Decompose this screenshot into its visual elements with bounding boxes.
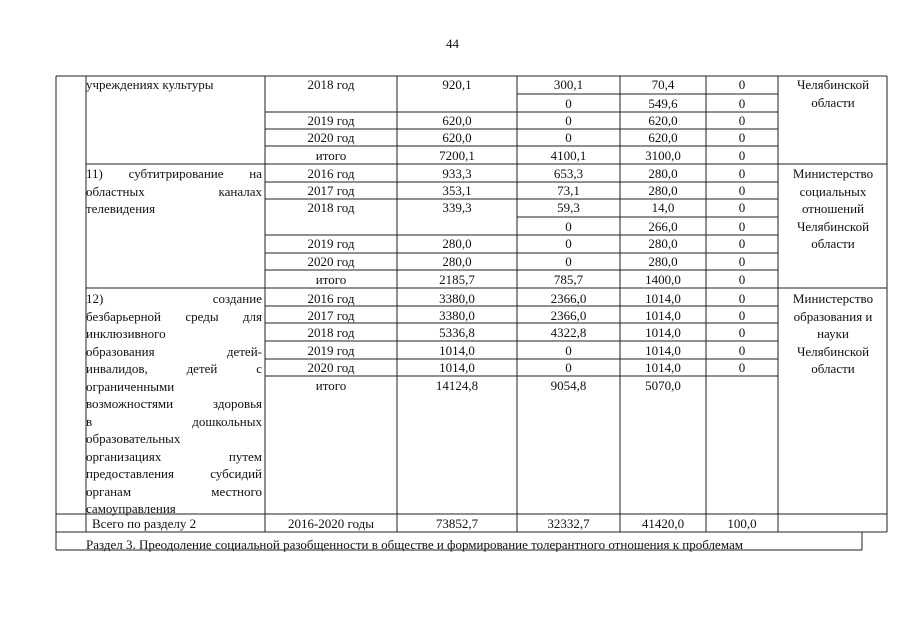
row-3-year: 2020 год (307, 130, 355, 145)
row-13-c3: 0 (738, 308, 746, 323)
row-14-c2: 1014,0 (645, 325, 681, 340)
row-13-total: 3380,0 (439, 308, 475, 323)
row-2-c2: 620,0 (648, 113, 678, 128)
row-5-c2: 280,0 (648, 166, 678, 181)
row-7-total: 339,3 (442, 200, 472, 215)
row-9-total: 280,0 (442, 236, 472, 251)
row-17-total: 14124,8 (435, 378, 479, 393)
row-6-c3: 0 (738, 183, 746, 198)
group3-executor: Министерство образования и науки Челябинской области (792, 291, 874, 376)
row-13-c1: 2366,0 (550, 308, 587, 323)
row-15-c1: 0 (565, 343, 572, 358)
row-14-c1: 4322,8 (550, 325, 587, 340)
row-11-c3: 0 (738, 272, 746, 287)
row-15-year: 2019 год (307, 343, 355, 358)
row-15-total: 1014,0 (439, 343, 475, 358)
row-0-c1: 300,1 (553, 77, 584, 92)
row-16-c3: 0 (738, 360, 746, 375)
row-10-total: 280,0 (442, 254, 472, 269)
row-4-year: итого (315, 148, 347, 163)
row-3-c2: 620,0 (648, 130, 678, 145)
row-8-c3: 0 (738, 219, 746, 234)
row-9-c2: 280,0 (648, 236, 678, 251)
row-0-c2: 70,4 (651, 77, 675, 92)
row-10-c3: 0 (738, 254, 746, 269)
row-3-c1: 0 (565, 130, 572, 145)
row-2-c3: 0 (738, 113, 746, 128)
row-11-total: 2185,7 (439, 272, 475, 287)
row-13-c2: 1014,0 (645, 308, 681, 323)
group1-executor: Челябинской области (796, 77, 870, 110)
total-row-col1: 32332,7 (547, 516, 590, 531)
row-9-c3: 0 (738, 236, 746, 251)
row-4-c3: 0 (738, 148, 746, 163)
row-5-c3: 0 (738, 166, 746, 181)
row-15-c2: 1014,0 (645, 343, 681, 358)
group3-description: 12) создание безбарьерной среды для инклюзивного образования детей- инвалидов, детей с ограниченными возможностями здоровья в дошкольных образовательных организациях путем предоставления субсидий органам местного самоуправления (86, 291, 262, 516)
row-4-c1: 4100,1 (550, 148, 587, 163)
section-3-title: Раздел 3. Преодоление социальной разобщенности в обществе и формирование толерантного отношения к проблемам (86, 537, 743, 552)
row-17-year: итого (315, 378, 347, 393)
row-12-c1: 2366,0 (550, 291, 587, 306)
row-7-c1: 59,3 (557, 200, 580, 215)
row-16-c1: 0 (565, 360, 572, 375)
row-12-c3: 0 (738, 291, 746, 306)
row-14-year: 2018 год (307, 325, 355, 340)
row-11-c2: 1400,0 (645, 272, 681, 287)
row-2-total: 620,0 (442, 113, 472, 128)
row-6-year: 2017 год (307, 183, 355, 198)
total-row-period: 2016-2020 годы (287, 516, 375, 531)
row-3-total: 620,0 (442, 130, 472, 145)
row-7-c2: 14,0 (651, 200, 675, 215)
row-8-c1: 0 (565, 219, 572, 234)
row-9-c1: 0 (565, 236, 572, 251)
row-14-total: 5336,8 (439, 325, 475, 340)
row-4-total: 7200,1 (439, 148, 475, 163)
page-number: 44 (446, 36, 459, 51)
row-10-c2: 280,0 (648, 254, 678, 269)
row-7-year: 2018 год (307, 200, 355, 215)
row-4-c2: 3100,0 (645, 148, 681, 163)
row-13-year: 2017 год (307, 308, 355, 323)
row-1-c1: 0 (565, 96, 572, 111)
row-11-year: итого (315, 272, 347, 287)
row-16-c2: 1014,0 (645, 360, 681, 375)
row-10-year: 2020 год (307, 254, 355, 269)
row-9-year: 2019 год (307, 236, 355, 251)
row-17-c1: 9054,8 (550, 378, 587, 393)
group2-executor: Министерство социальных отношений Челябинской области (792, 166, 874, 251)
total-row-col3: 100,0 (727, 516, 757, 531)
row-5-year: 2016 год (307, 166, 355, 181)
row-17-c2: 5070,0 (645, 378, 681, 393)
row-0-year: 2018 год (307, 77, 355, 92)
row-11-c1: 785,7 (553, 272, 584, 287)
row-12-year: 2016 год (307, 291, 355, 306)
row-12-total: 3380,0 (439, 291, 475, 306)
row-16-total: 1014,0 (439, 360, 475, 375)
total-row-label: Всего по разделу 2 (92, 516, 197, 531)
row-6-c2: 280,0 (648, 183, 678, 198)
row-1-c2: 549,6 (648, 96, 678, 111)
row-10-c1: 0 (565, 254, 572, 269)
row-15-c3: 0 (738, 343, 746, 358)
total-row-total: 73852,7 (435, 516, 479, 531)
row-12-c2: 1014,0 (645, 291, 681, 306)
group2-description: 11) субтитрирование на областных каналах телевидения (86, 166, 262, 216)
row-1-c3: 0 (738, 96, 746, 111)
row-2-c1: 0 (565, 113, 572, 128)
total-row-col2: 41420,0 (641, 516, 685, 531)
row-5-total: 933,3 (442, 166, 472, 181)
row-16-year: 2020 год (307, 360, 355, 375)
row-8-c2: 266,0 (648, 219, 678, 234)
group1-description: учреждениях культуры (86, 77, 214, 92)
row-6-c1: 73,1 (557, 183, 580, 198)
row-6-total: 353,1 (442, 183, 472, 198)
row-5-c1: 653,3 (553, 166, 584, 181)
row-7-c3: 0 (738, 200, 746, 215)
row-14-c3: 0 (738, 325, 746, 340)
row-3-c3: 0 (738, 130, 746, 145)
row-0-c3: 0 (738, 77, 746, 92)
row-2-year: 2019 год (307, 113, 355, 128)
row-0-total: 920,1 (442, 77, 472, 92)
